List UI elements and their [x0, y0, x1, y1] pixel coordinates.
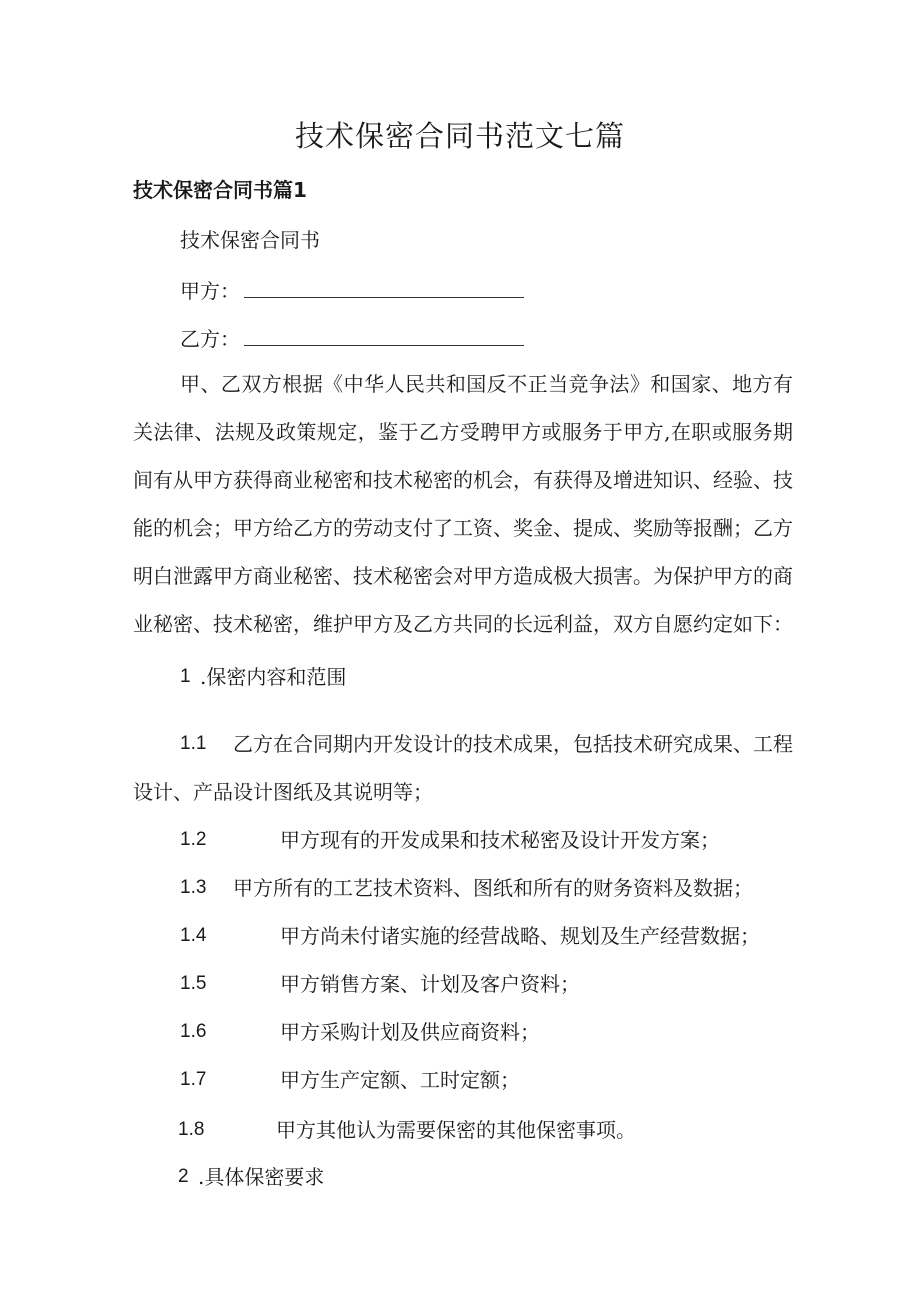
item-text: 甲方所有的工艺技术资料、图纸和所有的财务资料及数据； — [233, 876, 753, 900]
section-heading: 技术保密合同书篇1 — [133, 178, 307, 202]
preamble-line: 关法律、法规及政策规定，鉴于乙方受聘甲方或服务于甲方,在职或服务期 — [133, 420, 793, 444]
section-2-number: 2 — [178, 1166, 189, 1187]
section-2-title: .具体保密要求 — [198, 1165, 325, 1189]
preamble-line: 业秘密、技术秘密，维护甲方及乙方共同的长远利益，双方自愿约定如下： — [133, 612, 793, 636]
section-1-number: 1 — [180, 666, 191, 687]
item-number: 1.3 — [180, 877, 207, 898]
item-text: 甲方现有的开发成果和技术秘密及设计开发方案； — [280, 828, 720, 852]
item-text: 甲方采购计划及供应商资料； — [280, 1020, 540, 1044]
item-number: 1.8 — [178, 1119, 205, 1140]
item-1-1-continuation: 设计、产品设计图纸及其说明等； — [133, 780, 433, 804]
party-b-label: 乙方： — [180, 327, 240, 351]
contract-subtitle: 技术保密合同书 — [180, 228, 320, 252]
preamble-line: 能的机会；甲方给乙方的劳动支付了工资、奖金、提成、奖励等报酬；乙方 — [133, 516, 793, 540]
item-text: 乙方在合同期内开发设计的技术成果，包括技术研究成果、工程 — [233, 732, 793, 756]
item-text: 甲方销售方案、计划及客户资料； — [280, 972, 580, 996]
preamble-line: 间有从甲方获得商业秘密和技术秘密的机会，有获得及增进知识、经验、技 — [133, 468, 793, 492]
preamble-line: 甲、乙双方根据《中华人民共和国反不正当竞争法》和国家、地方有 — [180, 372, 793, 396]
party-a-label: 甲方： — [180, 279, 240, 303]
item-number: 1.6 — [180, 1021, 207, 1042]
party-b-blank — [244, 323, 524, 346]
item-number: 1.5 — [180, 973, 207, 994]
item-text: 甲方尚未付诸实施的经营战略、规划及生产经营数据； — [280, 924, 760, 948]
item-number: 1.2 — [180, 829, 207, 850]
item-text: 甲方其他认为需要保密的其他保密事项。 — [276, 1118, 636, 1142]
item-number: 1.7 — [180, 1069, 207, 1090]
item-number: 1.4 — [180, 925, 207, 946]
party-b-line — [180, 323, 524, 353]
item-number: 1.1 — [180, 733, 207, 754]
document-title: 技术保密合同书范文七篇 — [294, 119, 625, 153]
preamble-line: 明白泄露甲方商业秘密、技术秘密会对甲方造成极大损害。为保护甲方的商 — [133, 564, 793, 588]
party-a-blank — [244, 275, 524, 298]
section-1-title: .保密内容和范围 — [200, 665, 347, 689]
party-a-line — [180, 275, 524, 305]
item-text: 甲方生产定额、工时定额； — [280, 1068, 520, 1092]
